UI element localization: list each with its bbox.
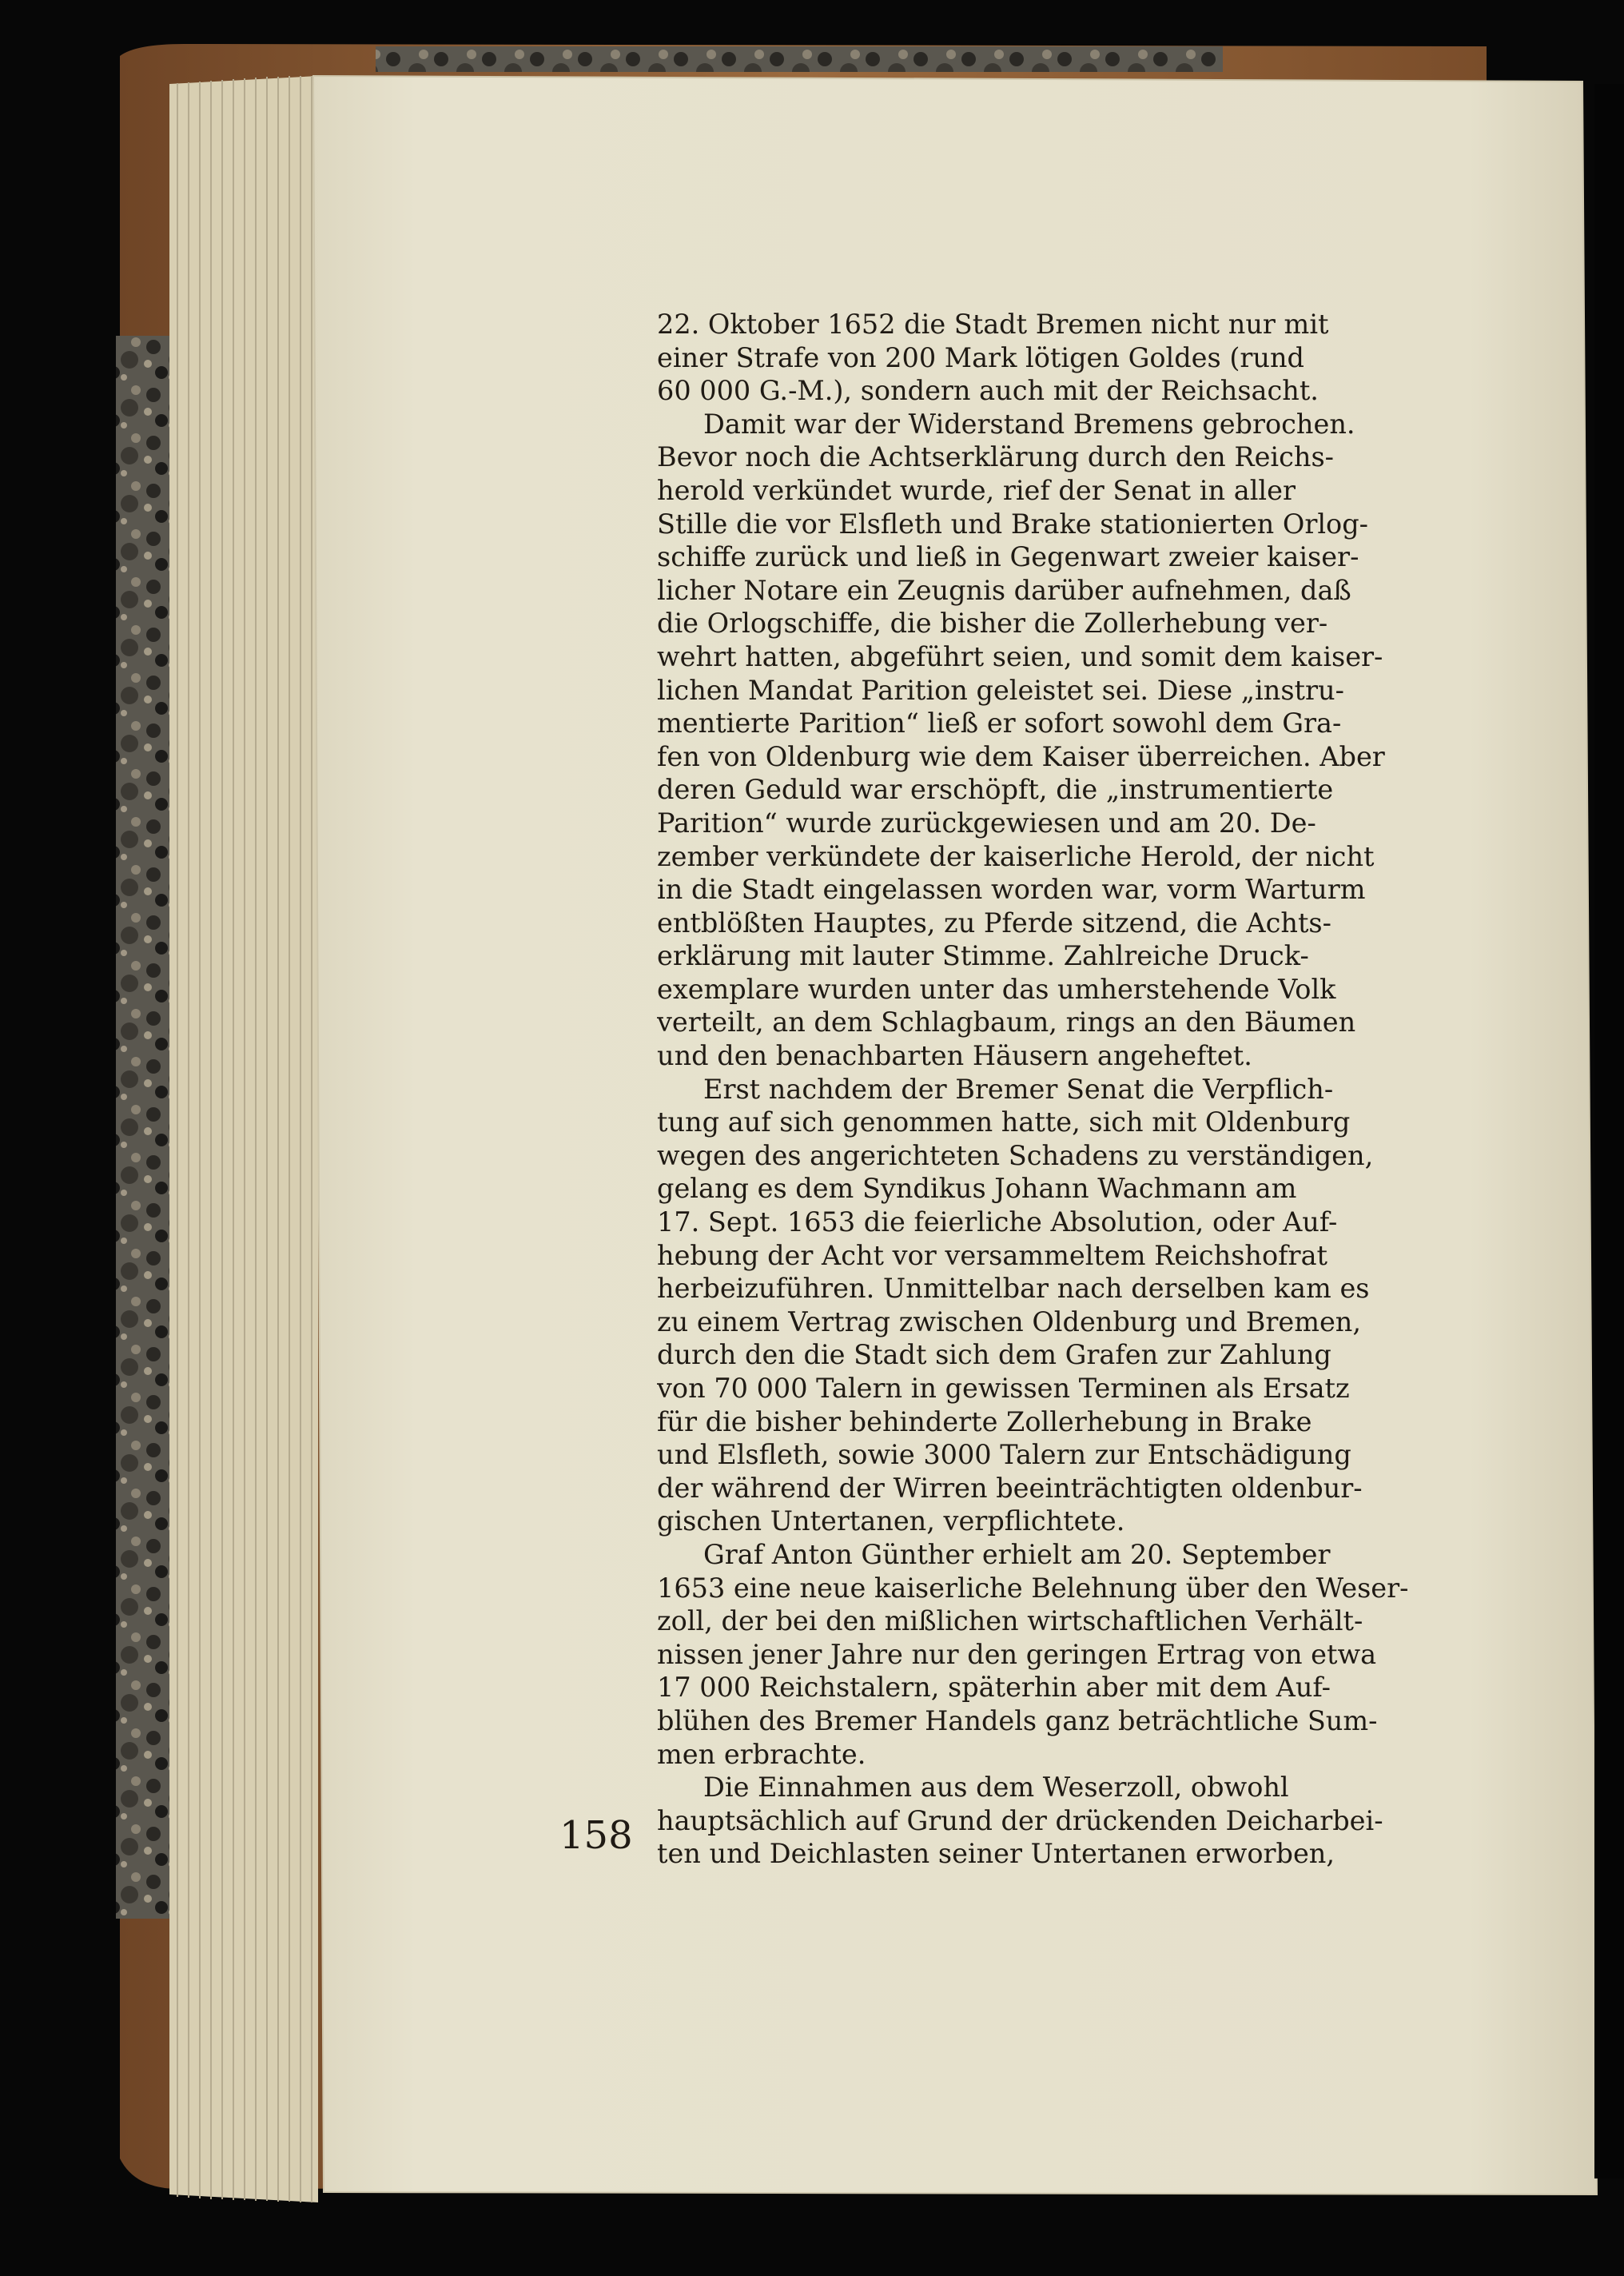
text-line: hauptsächlich auf Grund der drückenden Deicharbei-: [657, 1804, 1383, 1836]
text-line: herbeizuführen. Unmittelbar nach derselben kam es: [657, 1273, 1370, 1305]
text-line: deren Geduld war erschöpft, die „instrumentierte: [657, 774, 1334, 806]
text-line: fen von Oldenburg wie dem Kaiser überreichen. Aber: [657, 740, 1385, 772]
text-line: entblößten Hauptes, zu Pferde sitzend, die Achts-: [657, 907, 1331, 939]
text-line: von 70 000 Talern in gewissen Terminen als Ersatz: [657, 1373, 1350, 1404]
text-line: gelang es dem Syndikus Johann Wachmann am: [657, 1173, 1297, 1205]
text-line: in die Stadt eingelassen worden war, vorm Warturm: [657, 874, 1366, 906]
text-line: zu einem Vertrag zwischen Oldenburg und Bremen,: [657, 1305, 1362, 1337]
text-line: verteilt, an dem Schlagbaum, rings an den Bäumen: [657, 1006, 1356, 1038]
text-line: ten und Deichlasten seiner Untertanen erworben,: [657, 1838, 1335, 1870]
text-line: nissen jener Jahre nur den geringen Ertrag von etwa: [657, 1638, 1377, 1670]
text-line: licher Notare ein Zeugnis darüber aufnehmen, daß: [657, 574, 1351, 606]
text-line: 1653 eine neue kaiserliche Belehnung über den Weser-: [657, 1572, 1409, 1604]
page-stack: [169, 76, 318, 2202]
text-line: gischen Untertanen, verpflichtete.: [657, 1505, 1125, 1537]
marbled-board: [116, 336, 172, 1919]
text-line: wegen des angerichteten Schadens zu verständigen,: [657, 1139, 1374, 1171]
text-line: Erst nachdem der Bremer Senat die Verpflich-: [703, 1073, 1334, 1105]
text-line: mentierte Parition“ ließ er sofort sowohl dem Gra-: [657, 708, 1342, 739]
text-line: erklärung mit lauter Stimme. Zahlreiche Druck-: [657, 940, 1309, 972]
text-line: die Orlogschiffe, die bisher die Zollerhebung ver-: [657, 608, 1328, 640]
text-line: Bevor noch die Achtserklärung durch den Reichs-: [657, 441, 1334, 473]
text-line: Die Einnahmen aus dem Weserzoll, obwohl: [703, 1772, 1289, 1804]
text-line: wehrt hatten, abgeführt seien, und somit dem kaiser-: [657, 640, 1383, 672]
text-line: 60 000 G.-M.), sondern auch mit der Reichsacht.: [657, 375, 1319, 407]
text-line: schiffe zurück und ließ in Gegenwart zweier kaiser-: [657, 541, 1359, 573]
text-line: blühen des Bremer Handels ganz beträchtliche Sum-: [657, 1704, 1378, 1736]
page-number: 158: [559, 1813, 633, 1858]
text-line: exemplare wurden unter das umherstehende Volk: [657, 973, 1336, 1005]
text-line: lichen Mandat Parition geleistet sei. Diese „instru-: [657, 674, 1344, 706]
text-line: durch den die Stadt sich dem Grafen zur Zahlung: [657, 1339, 1331, 1371]
text-line: hebung der Acht vor versammeltem Reichshofrat: [657, 1239, 1328, 1271]
text-line: Damit war der Widerstand Bremens gebrochen.: [703, 408, 1355, 440]
text-line: zember verkündete der kaiserliche Herold, der nicht: [657, 840, 1375, 872]
marbled-top-edge: [376, 46, 1223, 72]
text-line: tung auf sich genommen hatte, sich mit Oldenburg: [657, 1106, 1351, 1138]
body-text: [657, 308, 1423, 1871]
text-line: 22. Oktober 1652 die Stadt Bremen nicht nur mit: [657, 309, 1329, 340]
text-line: men erbrachte.: [657, 1738, 866, 1770]
text-line: Parition“ wurde zurückgewiesen und am 20. De-: [657, 807, 1316, 839]
text-line: der während der Wirren beeinträchtigten oldenbur-: [657, 1472, 1363, 1504]
text-line: einer Strafe von 200 Mark lötigen Goldes (rund: [657, 341, 1305, 373]
text-line: und Elsfleth, sowie 3000 Talern zur Entschädigung: [657, 1439, 1351, 1471]
text-line: 17. Sept. 1653 die feierliche Absolution, oder Auf-: [657, 1206, 1338, 1238]
text-line: 17 000 Reichstalern, späterhin aber mit dem Auf-: [657, 1672, 1331, 1704]
text-line: zoll, der bei den mißlichen wirtschaftlichen Verhält-: [657, 1605, 1363, 1637]
text-line: für die bisher behinderte Zollerhebung in Brake: [657, 1405, 1312, 1437]
text-line: herold verkündet wurde, rief der Senat in aller: [657, 474, 1296, 506]
text-line: und den benachbarten Häusern angeheftet.: [657, 1040, 1252, 1072]
text-line: Graf Anton Günther erhielt am 20. September: [703, 1538, 1331, 1570]
text-line: Stille die vor Elsfleth und Brake stationierten Orlog-: [657, 508, 1368, 540]
